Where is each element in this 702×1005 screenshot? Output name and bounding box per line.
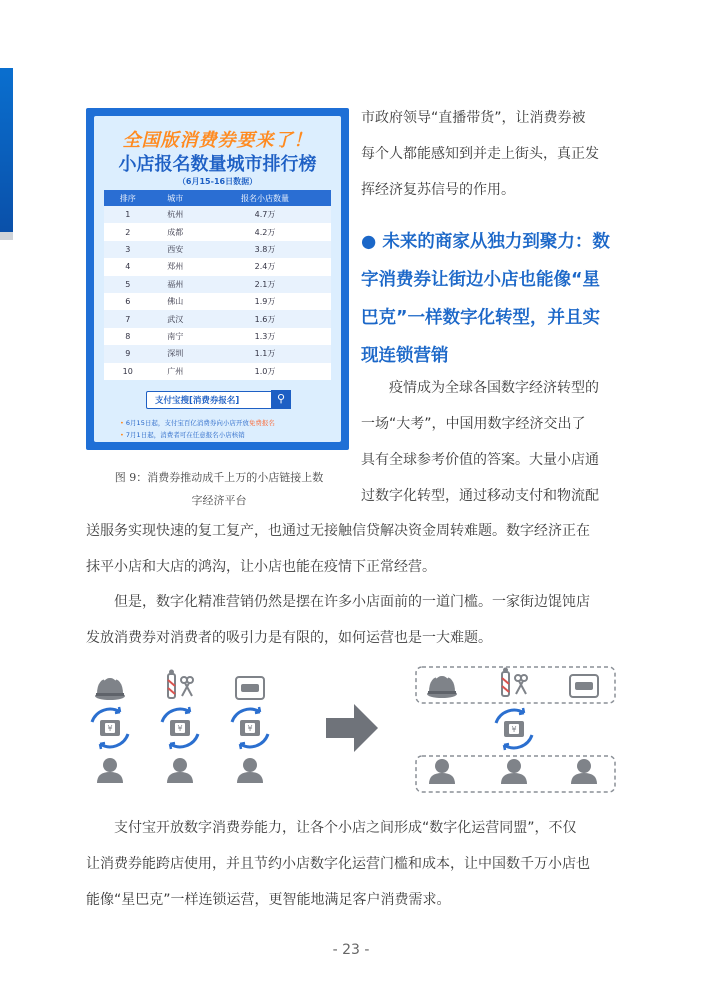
table-cell: 2 [104,223,152,240]
para1-line2: 一场“大考”，中国用数字经济交出了 [361,416,586,432]
table-header: 报名小店数量 [199,190,331,206]
para1-line1: 疫情成为全球各国数字经济转型的 [389,380,599,396]
para3-line1: 支付宝开放数字消费券能力，让各个小店之间形成“数字化运营同盟”，不仅 [114,820,577,836]
text-line: 每个人都能感知到并走上街头，真正发 [361,146,599,162]
table-cell: 深圳 [152,345,200,362]
table-row [104,206,331,223]
table-cell: 武汉 [152,310,200,327]
person-icon [167,758,193,783]
ticket-icon [570,675,598,697]
heading-line: 字消费券让街边小店也能像“星 [361,270,601,290]
alipay-search-box[interactable] [146,391,290,409]
table-cell: 郑州 [152,258,200,275]
barber-icon [168,670,193,699]
person-icon [97,758,123,783]
table-row [104,223,331,240]
table-row [104,310,331,327]
table-cell: 4.7万 [199,206,331,223]
table-row [104,258,331,275]
table-row [104,293,331,310]
para3-line2: 让消费券能跨店使用，并且节约小店数字化运营门槛和成本，让中国数千万小店也 [86,856,590,872]
diagram-svg: ¥ [86,660,618,794]
section-heading [361,223,626,375]
para1-line4: 过数字化转型，通过移动支付和物流配 [361,488,599,504]
table-cell: 福州 [152,276,200,293]
table-cell: 9 [104,345,152,362]
coupon-coin-icon [162,707,198,749]
para2-line2: 发放消费券对消费者的吸引力是有限的，如何运营也是一大难题。 [86,630,492,646]
promo-subtitle: 小店报名数量城市排行榜 [118,154,317,175]
table-cell: 5 [104,276,152,293]
ticket-icon [236,677,264,699]
table-cell: 佛山 [152,293,200,310]
table-row [104,328,331,345]
table-row [104,241,331,258]
table-cell: 西安 [152,241,200,258]
coupon-coin-icon [92,707,128,749]
person-icon [571,759,597,784]
table-cell: 8 [104,328,152,345]
table-row [104,345,331,362]
coupon-coin-icon [232,707,268,749]
table-cell: 1.6万 [199,310,331,327]
figure-caption [86,466,352,512]
table-cell: 6 [104,293,152,310]
table-cell: 1.1万 [199,345,331,362]
person-icon [237,758,263,783]
promo-note-2: • 7月1日起，消费者可在任意报名小店核销 [120,431,245,439]
table-cell: 4.2万 [199,223,331,240]
table-cell: 3.8万 [199,241,331,258]
table-cell: 广州 [152,363,200,380]
bun-icon [95,677,125,700]
table-cell: 1 [104,206,152,223]
table-cell: 4 [104,258,152,275]
page-number: - 23 - [332,942,370,958]
promo-title: 全国版消费券要来了！ [122,130,313,151]
table-cell: 南宁 [152,328,200,345]
table-header: 排序 [104,190,152,206]
bun-icon [427,675,457,698]
search-icon[interactable]: ⚲ [271,390,291,409]
promo-note-2-text: 7月1日起，消费者可在任意报名小店核销 [125,431,245,439]
caption-line: 图 9：消费券推动成千上万的小店链接上数 [114,471,324,484]
right-top-text [361,100,599,208]
text-line: 市政府领导“直播带货”，让消费券被 [361,110,586,126]
ranking-table [104,190,331,380]
promo-note-1-em: 免费报名 [248,419,275,427]
promo-figure [86,108,349,450]
person-icon [501,759,527,784]
table-cell: 1.9万 [199,293,331,310]
person-icon [429,759,455,784]
heading-line: 现连锁营销 [361,346,449,366]
caption-line: 字经济平台 [191,494,247,507]
table-row [104,363,331,380]
table-header-row [104,190,331,206]
para1-line3: 具有全球参考价值的答案。大量小店通 [361,452,599,468]
heading-line: 巴克”一样数字化转型，并且实 [361,308,601,328]
promo-note-1: • 6月15日起，支付宝百亿消费券向小店开放免费报名 [120,419,275,427]
arrow-right-icon [326,704,378,752]
promo-inner [94,116,341,442]
table-cell: 2.1万 [199,276,331,293]
promo-date: （6月15-16日数据） [177,177,258,186]
promo-note-1-text: 6月15日起，支付宝百亿消费券向小店开放 [125,419,249,427]
table-cell: 10 [104,363,152,380]
search-label: 支付宝搜[消费券报名] [155,396,240,406]
table-cell: 3 [104,241,152,258]
table-row [104,276,331,293]
heading-line: ● 未来的商家从独力到聚力：数 [361,232,610,252]
table-cell: 2.4万 [199,258,331,275]
table-cell: 成都 [152,223,200,240]
table-header: 城市 [152,190,200,206]
barber-icon [502,668,527,697]
para2-line1: 但是，数字化精准营销仍然是摆在许多小店面前的一道门槛。一家街边馄饨店 [114,594,590,610]
table-cell: 1.3万 [199,328,331,345]
side-tab-marker [0,68,13,238]
side-tab-marker-gray [0,232,13,240]
table-cell: 1.0万 [199,363,331,380]
table-cell: 杭州 [152,206,200,223]
store-alliance-diagram [83,656,618,794]
text-line: 挥经济复苏信号的作用。 [361,182,515,198]
para1-line6: 抹平小店和大店的鸿沟，让小店也能在疫情下正常经营。 [86,559,436,575]
para1-line5: 送服务实现快速的复工复产，也通过无接触信贷解决资金周转难题。数字经济正在 [86,523,590,539]
para3-line3: 能像“星巴克”一样连锁运营，更智能地满足客户消费需求。 [86,892,451,908]
coupon-coin-icon [496,708,532,750]
table-cell: 7 [104,310,152,327]
